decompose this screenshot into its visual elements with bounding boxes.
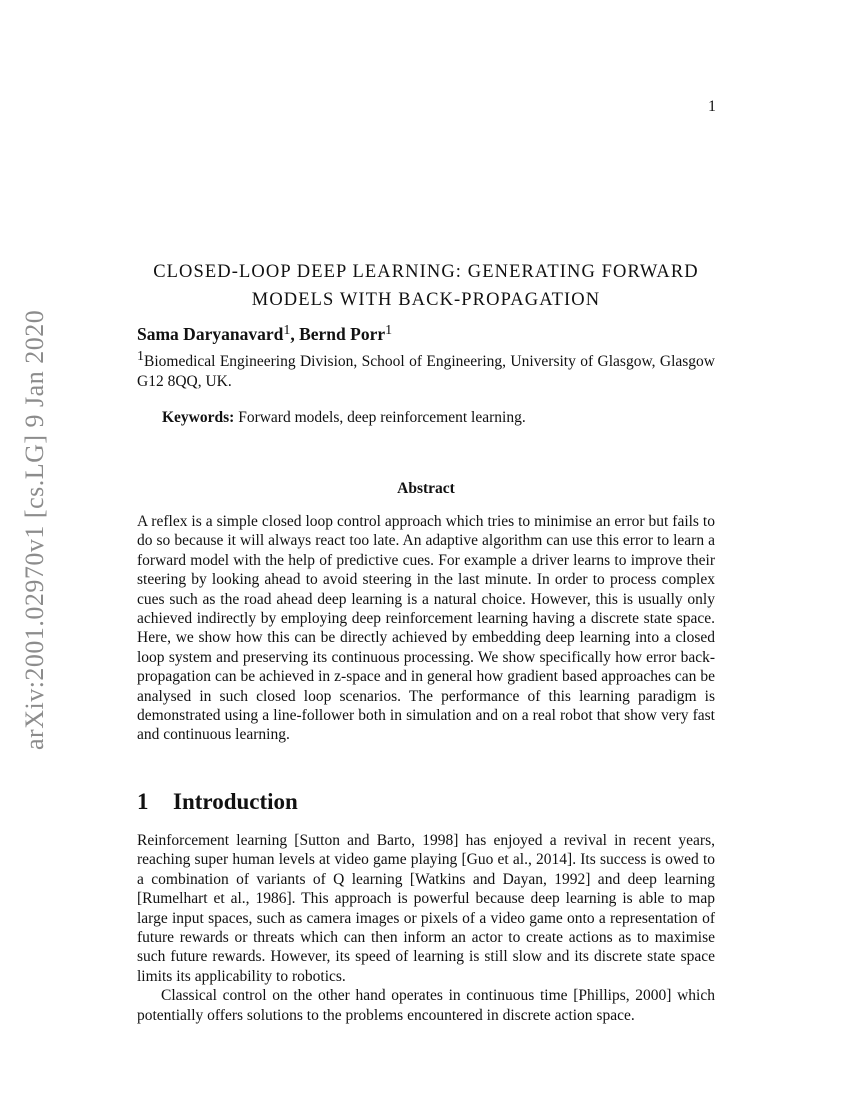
arxiv-sidebar-stamp [20, 280, 60, 750]
section-number: 1 [137, 789, 149, 814]
keywords-text: Forward models, deep reinforcement learning. [238, 409, 526, 426]
paragraph: Reinforcement learning [Sutton and Barto, 1998] has enjoyed a revival in recent years, reaching super human levels at video game playing [Guo et al., 2014]. Its success is owed to a combination of variants of Q learning [Watkins and Dayan, 1992] and deep learning [Rumelhart et al., 1986]. This approach is powerful because deep learning is able to map large input spaces, such as camera images or pixels of a video game onto a representation of future rewards or threats which can then inform an actor to create actions as to maximise such future rewards. However, its speed of learning is still slow and its discrete state space limits its applicability to robotics. [137, 832, 715, 985]
abstract-body: A reflex is a simple closed loop control approach which tries to minimise an error but fails to do so because it will always react too late. An adaptive algorithm can use this error to learn a forward model with the help of predictive cues. For example a driver learns to improve their steering by looking ahead to avoid steering in the last minute. In order to process complex cues such as the road ahead deep learning is a natural choice. However, this is usually only achieved indirectly by employing deep reinforcement learning having a discrete state space. Here, we show how this can be directly achieved by embedding deep learning into a closed loop system and preserving its continuous processing. We show specifically how error back-propagation can be achieved in z-space and in general how gradient based approaches can be analysed in such closed loop scenarios. The performance of this learning paradigm is demonstrated using a line-follower both in simulation and on a real robot that show very fast and continuous learning. [137, 513, 715, 744]
arxiv-identifier: arXiv:2001.02970v1 [cs.LG] 9 Jan 2020 [20, 309, 49, 750]
paragraph: Classical control on the other hand operates in continuous time [Phillips, 2000] which potentially offers solutions to the problems encountered in discrete action space. [137, 987, 715, 1024]
author-name: Bernd Porr [299, 324, 386, 344]
keywords-label: Keywords: [162, 409, 235, 426]
section-title: Introduction [173, 789, 298, 814]
author-separator: , [290, 324, 300, 344]
paper-title: CLOSED-LOOP DEEP LEARNING: GENERATING FORWARD MODELS WITH BACK-PROPAGATION [153, 262, 699, 310]
page-number: 1 [708, 98, 716, 115]
affiliation-mark: 1 [137, 349, 144, 364]
abstract-heading: Abstract [397, 480, 455, 497]
affiliation-text: Biomedical Engineering Division, School of Engineering, University of Glasgow, Glasgow G12 8QQ, UK. [137, 353, 715, 390]
affiliation-mark: 1 [385, 323, 393, 338]
author-name: Sama Daryanavard [137, 324, 284, 344]
author-list [137, 322, 715, 346]
section-heading-introduction [137, 788, 715, 816]
introduction-body [137, 831, 715, 1025]
affiliation-mark: 1 [283, 323, 291, 338]
keywords [162, 408, 712, 428]
author-affiliation [137, 349, 715, 391]
